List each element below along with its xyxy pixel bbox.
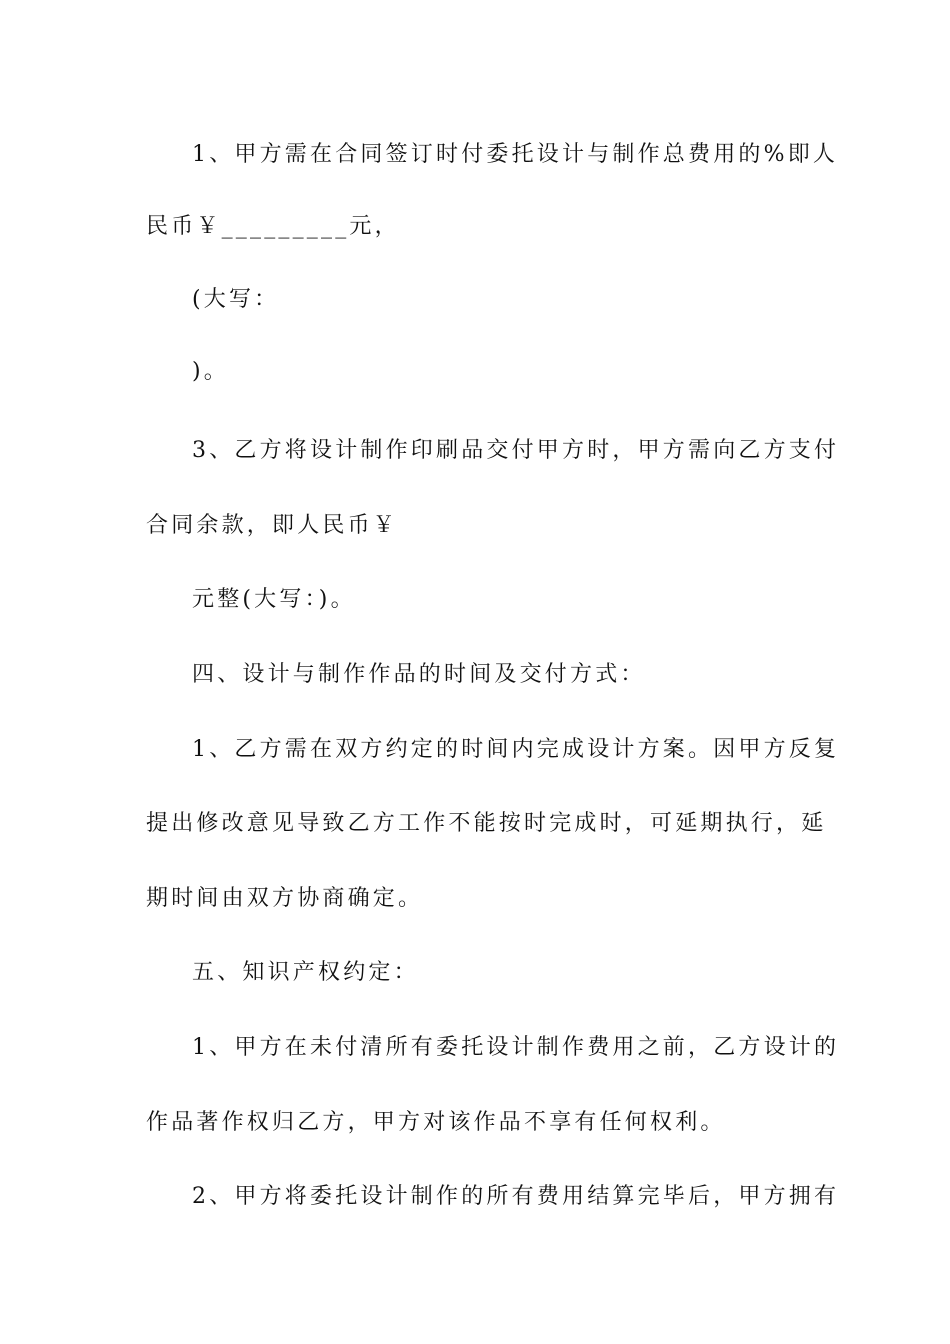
paragraph-line: 作品著作权归乙方，甲方对该作品不享有任何权利。 xyxy=(146,1110,726,1135)
section-heading: 四、设计与制作作品的时间及交付方式： xyxy=(192,662,646,687)
paragraph-line: 提出修改意见导致乙方工作不能按时完成时，可延期执行，延 xyxy=(146,811,827,836)
paragraph-line: 1、乙方需在双方约定的时间内完成设计方案。因甲方反复 xyxy=(192,737,840,762)
paragraph-line: 元整(大写：)。 xyxy=(192,587,356,612)
paragraph-line: 期时间由双方协商确定。 xyxy=(146,886,424,911)
paragraph-line: (大写： xyxy=(192,287,280,312)
paragraph-line: 1、甲方在未付清所有委托设计制作费用之前，乙方设计的 xyxy=(192,1035,840,1060)
paragraph-line: 民币￥_________元， xyxy=(146,214,400,239)
paragraph-line: 合同余款，即人民币￥ xyxy=(146,513,399,538)
paragraph-line: 2、甲方将委托设计制作的所有费用结算完毕后，甲方拥有 xyxy=(192,1184,840,1209)
paragraph-line: 1、甲方需在合同签订时付委托设计与制作总费用的%即人 xyxy=(192,142,839,167)
paragraph-line: 3、乙方将设计制作印刷品交付甲方时，甲方需向乙方支付 xyxy=(192,438,840,463)
paragraph-line: )。 xyxy=(192,359,229,384)
section-heading: 五、知识产权约定： xyxy=(192,960,419,985)
